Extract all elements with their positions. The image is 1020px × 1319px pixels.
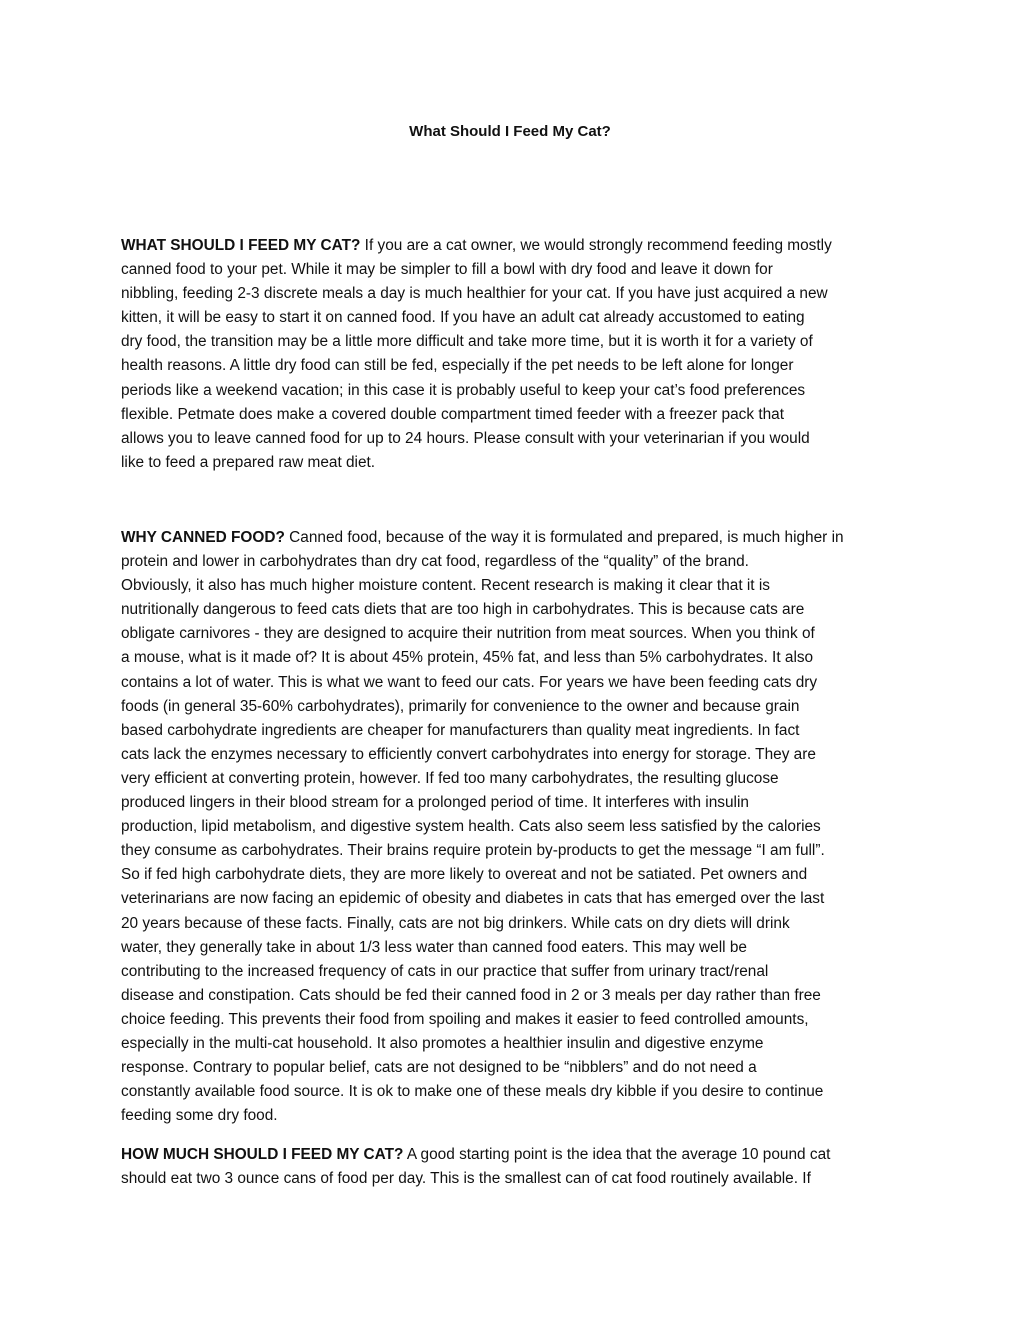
paragraph-line: allows you to leave canned food for up to 24 hours. Please consult with your veterinarian if you would bbox=[121, 429, 810, 447]
paragraph-line: veterinarians are now facing an epidemic of obesity and diabetes in cats that has emerged over the last bbox=[121, 890, 825, 908]
paragraph-line: nutritionally dangerous to feed cats diets that are too high in carbohydrates. This is because cats are bbox=[121, 601, 805, 619]
paragraph-line: health reasons. A little dry food can still be fed, especially if the pet needs to be left alone for longer bbox=[121, 357, 794, 375]
paragraph-line: constantly available food source. It is ok to make one of these meals dry kibble if you desire to continue bbox=[121, 1083, 824, 1101]
paragraph-line: especially in the multi-cat household. It also promotes a healthier insulin and digestive enzyme bbox=[121, 1034, 764, 1052]
paragraph-line: very efficient at converting protein, however. If fed too many carbohydrates, the resulting glucose bbox=[121, 769, 779, 787]
paragraph-line bbox=[121, 1143, 903, 1167]
paragraph-line: cats lack the enzymes necessary to efficiently convert carbohydrates into energy for storage. They are bbox=[121, 745, 816, 763]
section-how-much-to-feed bbox=[121, 1143, 903, 1191]
paragraph-line: Obviously, it also has much higher moisture content. Recent research is making it clear that it is bbox=[121, 577, 770, 595]
section-why-canned-food bbox=[121, 526, 903, 1128]
paragraph-line: canned food to your pet. While it may be simpler to fill a bowl with dry food and leave it down for bbox=[121, 261, 773, 279]
line-text: Canned food, because of the way it is formulated and prepared, is much higher in bbox=[284, 529, 844, 546]
paragraph-line: a mouse, what is it made of? It is about 45% protein, 45% fat, and less than 5% carbohydrates. It also bbox=[121, 649, 814, 667]
paragraph-line: nibbling, feeding 2-3 discrete meals a day is much healthier for your cat. If you have just acquired a new bbox=[121, 285, 828, 303]
paragraph-line: protein and lower in carbohydrates than dry cat food, regardless of the “quality” of the brand. bbox=[121, 553, 749, 571]
paragraph-line: choice feeding. This prevents their food from spoiling and makes it easier to feed controlled amounts, bbox=[121, 1010, 809, 1028]
document-title: What Should I Feed My Cat? bbox=[409, 123, 611, 140]
paragraph-line: based carbohydrate ingredients are cheaper for manufacturers than quality meat ingredients. In fact bbox=[121, 721, 800, 739]
paragraph-line: production, lipid metabolism, and digestive system health. Cats also seem less satisfied by the calories bbox=[121, 818, 821, 836]
paragraph-line: 20 years because of these facts. Finally, cats are not big drinkers. While cats on dry diets will drink bbox=[121, 914, 790, 932]
paragraph-line: obligate carnivores - they are designed to acquire their nutrition from meat sources. When you think of bbox=[121, 625, 815, 643]
line-text: If you are a cat owner, we would strongly recommend feeding mostly bbox=[360, 237, 832, 254]
paragraph-line: kitten, it will be easy to start it on canned food. If you have an adult cat already accustomed to eating bbox=[121, 309, 805, 327]
paragraph-line: response. Contrary to popular belief, cats are not designed to be “nibblers” and do not need a bbox=[121, 1059, 757, 1077]
paragraph-line: foods (in general 35-60% carbohydrates), primarily for convenience to the owner and because grain bbox=[121, 697, 800, 715]
paragraph-line: they consume as carbohydrates. Their brains require protein by-products to get the message “I am full”. bbox=[121, 842, 825, 860]
paragraph-line: produced lingers in their blood stream for a prolonged period of time. It interferes with insulin bbox=[121, 794, 749, 812]
paragraph-line: dry food, the transition may be a little more difficult and take more time, but it is worth it for a variety of bbox=[121, 333, 813, 351]
paragraph-line: like to feed a prepared raw meat diet. bbox=[121, 453, 376, 471]
paragraph-line bbox=[121, 234, 903, 258]
paragraph-line: disease and constipation. Cats should be fed their canned food in 2 or 3 meals per day rather than free bbox=[121, 986, 821, 1004]
paragraph-line: contains a lot of water. This is what we want to feed our cats. For years we have been feeding cats dry bbox=[121, 673, 818, 691]
line-text: A good starting point is the idea that the average 10 pound cat bbox=[403, 1146, 831, 1163]
section-heading: HOW MUCH SHOULD I FEED MY CAT? bbox=[121, 1146, 404, 1163]
paragraph-line bbox=[121, 526, 903, 550]
paragraph-line: So if fed high carbohydrate diets, they are more likely to overeat and not be satiated. Pet owners and bbox=[121, 866, 808, 884]
paragraph-line: should eat two 3 ounce cans of food per day. This is the smallest can of cat food routinely available. If bbox=[121, 1170, 811, 1188]
paragraph-line: feeding some dry food. bbox=[121, 1107, 278, 1125]
paragraph-line: water, they generally take in about 1/3 less water than canned food eaters. This may well be bbox=[121, 938, 747, 956]
section-what-to-feed bbox=[121, 234, 903, 475]
paragraph-line: periods like a weekend vacation; in this case it is probably useful to keep your cat’s food preferences bbox=[121, 381, 806, 399]
section-heading: WHAT SHOULD I FEED MY CAT? bbox=[121, 237, 361, 254]
paragraph-line: flexible. Petmate does make a covered double compartment timed feeder with a freezer pack that bbox=[121, 405, 784, 423]
paragraph-line: contributing to the increased frequency of cats in our practice that suffer from urinary tract/renal bbox=[121, 962, 769, 980]
section-heading: WHY CANNED FOOD? bbox=[121, 529, 285, 546]
